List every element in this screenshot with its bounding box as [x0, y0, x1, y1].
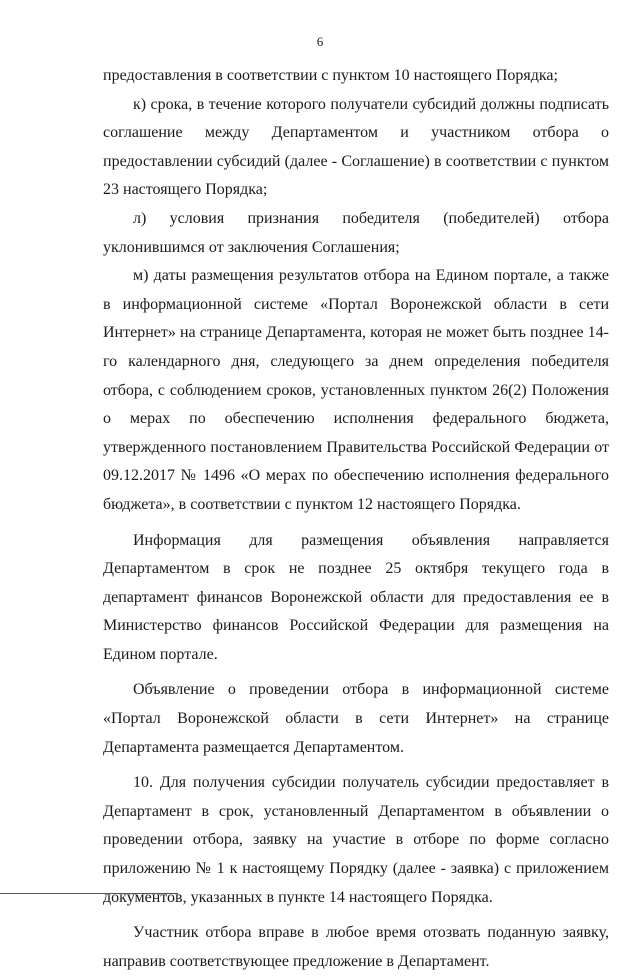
paragraph-continuation: предоставления в соответствии с пунктом 10 настоящего Порядка;	[103, 67, 558, 84]
paragraph-item-k: к) срока, в течение которого получатели субсидий должны подписать соглашение между Департаментом и участником отбора о предоставлении субсидий (далее - Соглашение) в соответствии с пунктом 23 настоящего Порядка;	[103, 95, 609, 199]
paragraph-withdraw-application: Участник отбора вправе в любое время отозвать поданную заявку, направив соответствующее предложение в Департамент.	[103, 924, 609, 970]
paragraph-item-10: 10. Для получения субсидии получатель субсидии предоставляет в Департамент в срок, установленный Департаментом в объявлении о проведении отбора, заявку на участие в отборе по форме согласно приложению № 1 к настоящему Порядку (далее - заявка) с приложением документов, указанных в пункте 14 настоящего Порядка.	[103, 774, 609, 906]
paragraph-info-announcement: Информация для размещения объявления направляется Департаментом в срок не позднее 25 октября текущего года в департамент финансов Воронежской области для предоставления ее в Министерство финансов Российской Федерации для размещения на Едином портале.	[103, 531, 609, 663]
page-number: 6	[316, 34, 324, 49]
paragraph-item-m: м) даты размещения результатов отбора на Едином портале, а также в информационной системе «Портал Воронежской области в сети Интернет» на странице Департамента, которая не может быть позднее 14-го календарного дня, следующего за днем определения победителя отбора, с соблюдением сроков, установленных пунктом 26(2) Положения о мерах по обеспечению исполнения федерального бюджета, утвержденного постановлением Правительства Российской Федерации от 09.12.2017 № 1496 «О мерах по обеспечению исполнения федерального бюджета», в соответствии с пунктом 12 настоящего Порядка.	[103, 267, 609, 513]
paragraph-item-l: л) условия признания победителя (победителей) отбора уклонившимся от заключения Соглашения;	[103, 209, 609, 256]
footer-divider	[0, 893, 178, 894]
paragraph-portal-announcement: Объявление о проведении отбора в информационной системе «Портал Воронежской области в сети Интернет» на странице Департамента размещается Департаментом.	[103, 681, 609, 756]
document-body	[103, 62, 609, 976]
